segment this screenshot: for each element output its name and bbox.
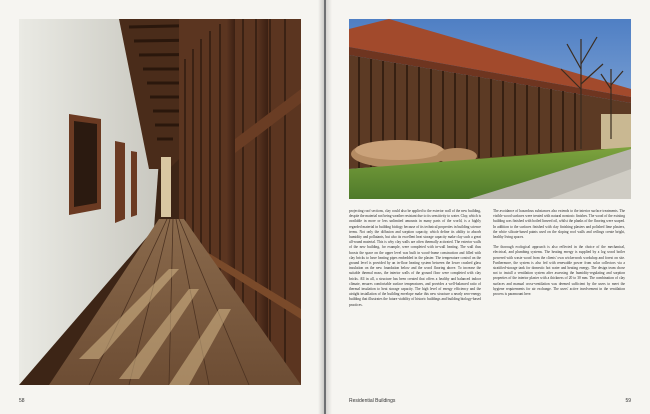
page-number-left: 58 (19, 398, 25, 404)
column1-paragraph: projecting roof sections, clay could also be applied to the exterior wall of the new building, despite the material not being weather resistant due to its sensitivity to water. Clay, which is available in more or less unlimited amounts in many parts of the world, is a highly regarded material in building biology because of its technical properties in building science terms. Not only the diffusion and sorption capacity, which define its ability to absorb humidity and pollutants, but also its excellent heat storage capacity make clay such a great all-round material. This is why clay walls are often thermally activated. The exterior walls of the new building, for example, were completed with in-wall heating. The wall thus boosts the space on the upper level was built in wood-frame construction and filled with clay bricks to have heating pipes embedded in the plaster. The temperature control on the ground level is provided by an in-floor heating system between the lower crushed glass insulation on the new foundation below and the wood flooring above. To increase the suitable thermal mass, the interior walls of the ground floor were completed with clay bricks. All in all, a structure has been created that offers a healthy and balanced indoor climate, ensures comfortable surface temperatures, and provides a well-balanced ratio of thermal insulation to heat storage capacity. The high level of energy efficiency and the airtight installation of the building envelope make this new structure a nearly zero-energy building that illustrates the future viability of historic buildings and building biology-based practices. (349, 209, 482, 307)
page-number-right: 59 (625, 398, 631, 404)
colonnade-photo (19, 19, 301, 385)
column2-paragraph-2: The thorough ecological approach is also reflected in the choice of the mechanical, electrical, and plumbing systems. The heating energy is supplied by a log wood boiler powered with waste wood from the clients' own wickerwork workshop and forest on site. Furthermore, the system is also fed with renewable power from solar collectors via a stratified-storage tank for domestic hot water and heating energy. The design team chose not to install a ventilation system after assessing the humidity-regulating and sorption properties of the interior plaster with a thickness of 20 to 30 mm. The combination of clay surfaces and manual cross-ventilation was deemed sufficient by the users to meet the hygiene requirements for air exchange. The users' active involvement in the ventilation process is paramount here. (493, 245, 625, 297)
running-head: Residential Buildings (349, 398, 396, 404)
text-column-1 (349, 209, 481, 313)
column2-paragraph-1: The avoidance of hazardous substances also extends to the interior surface treatments. The visible wood surfaces were treated with natural nontoxic finishes. The wood of the existing building was finished with boiled linseed oil, whilst the planks of the flooring were soaped. In addition to the surfaces finished with clay finishing plasters and polished lime plasters, the white silicate-based paints used on the sloping roof walls and ceilings create bright, healthy living spaces. (493, 209, 625, 240)
book-gutter (318, 0, 332, 414)
building-exterior-illustration (349, 19, 631, 199)
colonnade-illustration (19, 19, 301, 385)
left-page (0, 0, 324, 414)
building-exterior-photo (349, 19, 631, 199)
text-column-2 (493, 209, 625, 302)
